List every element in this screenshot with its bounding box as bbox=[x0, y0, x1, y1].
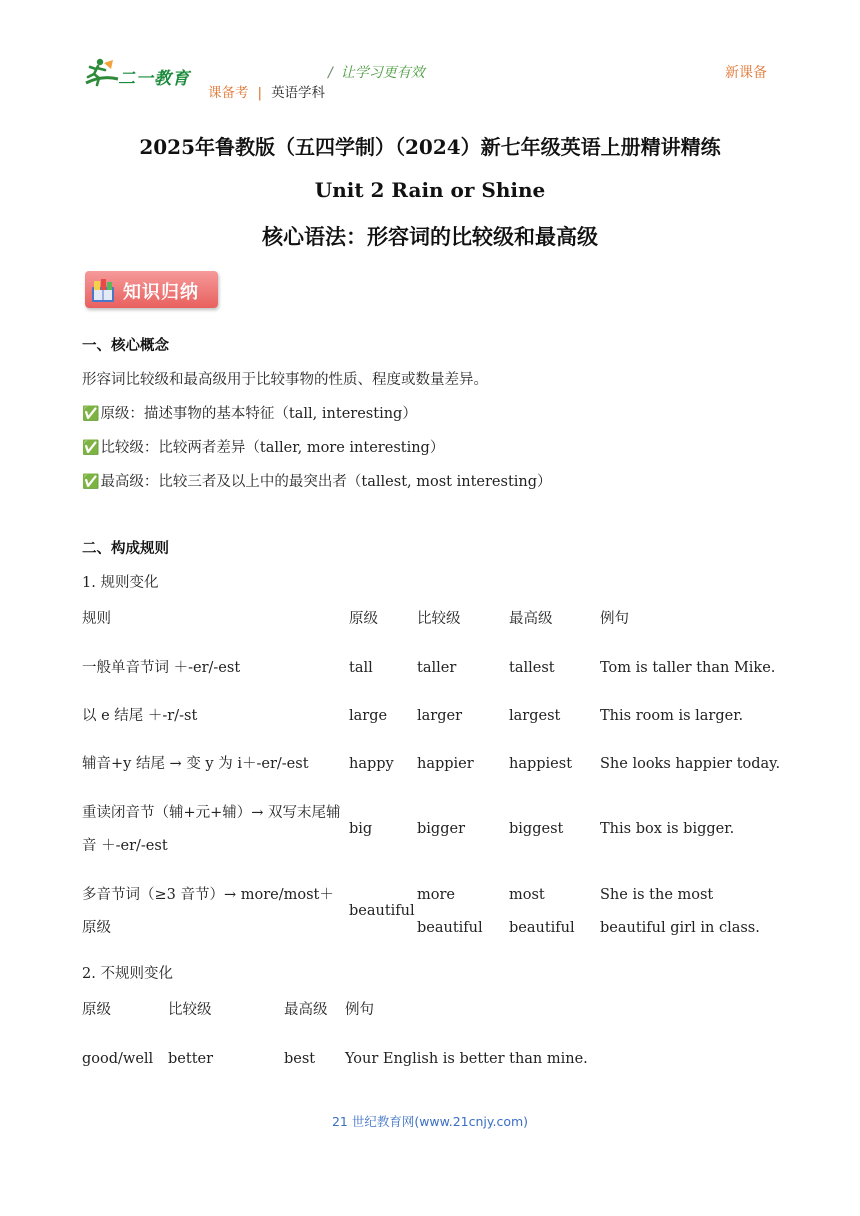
topic-title: 核心语法：形容词的比较级和最高级 bbox=[262, 224, 598, 249]
table1-superlative: biggest bbox=[509, 821, 564, 837]
irregular-changes-heading: 2. 不规则变化 bbox=[82, 966, 173, 982]
table2-comparative: better bbox=[168, 1051, 214, 1067]
table1-header-superlative: 最高级 bbox=[509, 611, 553, 627]
header-subject: 英语学科 bbox=[271, 85, 326, 101]
check-icon: ✅ bbox=[82, 474, 100, 490]
slogan-text: 让学习更有效 bbox=[340, 65, 425, 81]
table1-comparative: larger bbox=[417, 708, 463, 724]
table1-example: She is the most beautiful girl in class. bbox=[600, 887, 760, 936]
table1-base: tall bbox=[349, 660, 373, 676]
main-title: 2025年鲁教版（五四学制）（2024）新七年级英语上册精讲精练 bbox=[139, 135, 721, 159]
table2-header-superlative: 最高级 bbox=[284, 1002, 328, 1018]
table1-base: large bbox=[349, 708, 388, 724]
table2-base: good/well bbox=[82, 1051, 154, 1067]
table1-base: happy bbox=[349, 756, 394, 772]
table2-header-comparative: 比较级 bbox=[168, 1002, 212, 1018]
table2-superlative: best bbox=[284, 1051, 316, 1067]
table1-superlative: tallest bbox=[509, 660, 555, 676]
table1-rule: 多音节词（≥3 音节）→ more/most＋ 原级 bbox=[82, 887, 334, 936]
header-slogan: / 让学习更有效 bbox=[328, 65, 425, 81]
table1-header-example: 例句 bbox=[600, 611, 629, 627]
footer-source: 21 世纪教育网(www.21cnjy.com) bbox=[331, 1114, 529, 1129]
table2-header-example: 例句 bbox=[345, 1002, 374, 1018]
header-right: 新课备 bbox=[725, 65, 767, 81]
table2-example: Your English is better than mine. bbox=[345, 1051, 588, 1067]
regular-changes-heading: 1. 规则变化 bbox=[82, 575, 159, 591]
table1-header-rule: 规则 bbox=[82, 611, 111, 627]
header-separator: | bbox=[257, 85, 263, 101]
logo-text: 二一教育 bbox=[118, 69, 190, 89]
table1-base: beautiful bbox=[349, 903, 415, 919]
badge-label: 知识归纳 bbox=[123, 282, 199, 303]
table1-rule: 以 e 结尾 ＋-r/-st bbox=[82, 708, 198, 724]
unit-title: Unit 2 Rain or Shine bbox=[314, 178, 546, 202]
table1-comparative: more beautiful bbox=[417, 887, 483, 936]
table1-rule: 一般单音节词 ＋-er/-est bbox=[82, 660, 241, 676]
header-left-a: 课备考 bbox=[208, 85, 249, 101]
table1-comparative: bigger bbox=[417, 821, 465, 837]
table1-header-base: 原级 bbox=[349, 611, 378, 627]
table1-example: She looks happier today. bbox=[600, 756, 781, 772]
check-icon: ✅ bbox=[82, 406, 100, 422]
header-left bbox=[208, 81, 325, 101]
table1-comparative: taller bbox=[417, 660, 457, 676]
table1-superlative: largest bbox=[509, 708, 561, 724]
table1-base: big bbox=[349, 821, 373, 837]
section2-heading: 二、构成规则 bbox=[82, 540, 169, 557]
table1-example: Tom is taller than Mike. bbox=[600, 660, 776, 676]
table1-rule: 辅音+y 结尾 → 变 y 为 i＋-er/-est bbox=[82, 756, 309, 772]
table1-example: This box is bigger. bbox=[600, 821, 735, 837]
concept-item: ✅原级：描述事物的基本特征（tall, interesting） bbox=[82, 406, 417, 422]
table1-example: This room is larger. bbox=[600, 708, 744, 724]
book-icon bbox=[91, 277, 115, 303]
table2-header-base: 原级 bbox=[82, 1002, 111, 1018]
table1-header-comparative: 比较级 bbox=[417, 611, 461, 627]
table1-superlative: most beautiful bbox=[509, 887, 575, 936]
section1-heading: 一、核心概念 bbox=[82, 337, 169, 354]
table1-superlative: happiest bbox=[509, 756, 573, 772]
concept-item: ✅最高级：比较三者及以上中的最突出者（tallest, most interesting） bbox=[82, 474, 552, 490]
page-header bbox=[0, 0, 860, 110]
check-icon: ✅ bbox=[82, 440, 100, 456]
knowledge-summary-badge bbox=[85, 271, 218, 308]
table1-rule: 重读闭音节（辅+元+辅）→ 双写末尾辅音 ＋-er/-est bbox=[82, 805, 341, 854]
table1-comparative: happier bbox=[417, 756, 474, 772]
section1-intro: 形容词比较级和最高级用于比较事物的性质、程度或数量差异。 bbox=[82, 372, 488, 388]
concept-item: ✅比较级：比较两者差异（taller, more interesting） bbox=[82, 440, 445, 456]
